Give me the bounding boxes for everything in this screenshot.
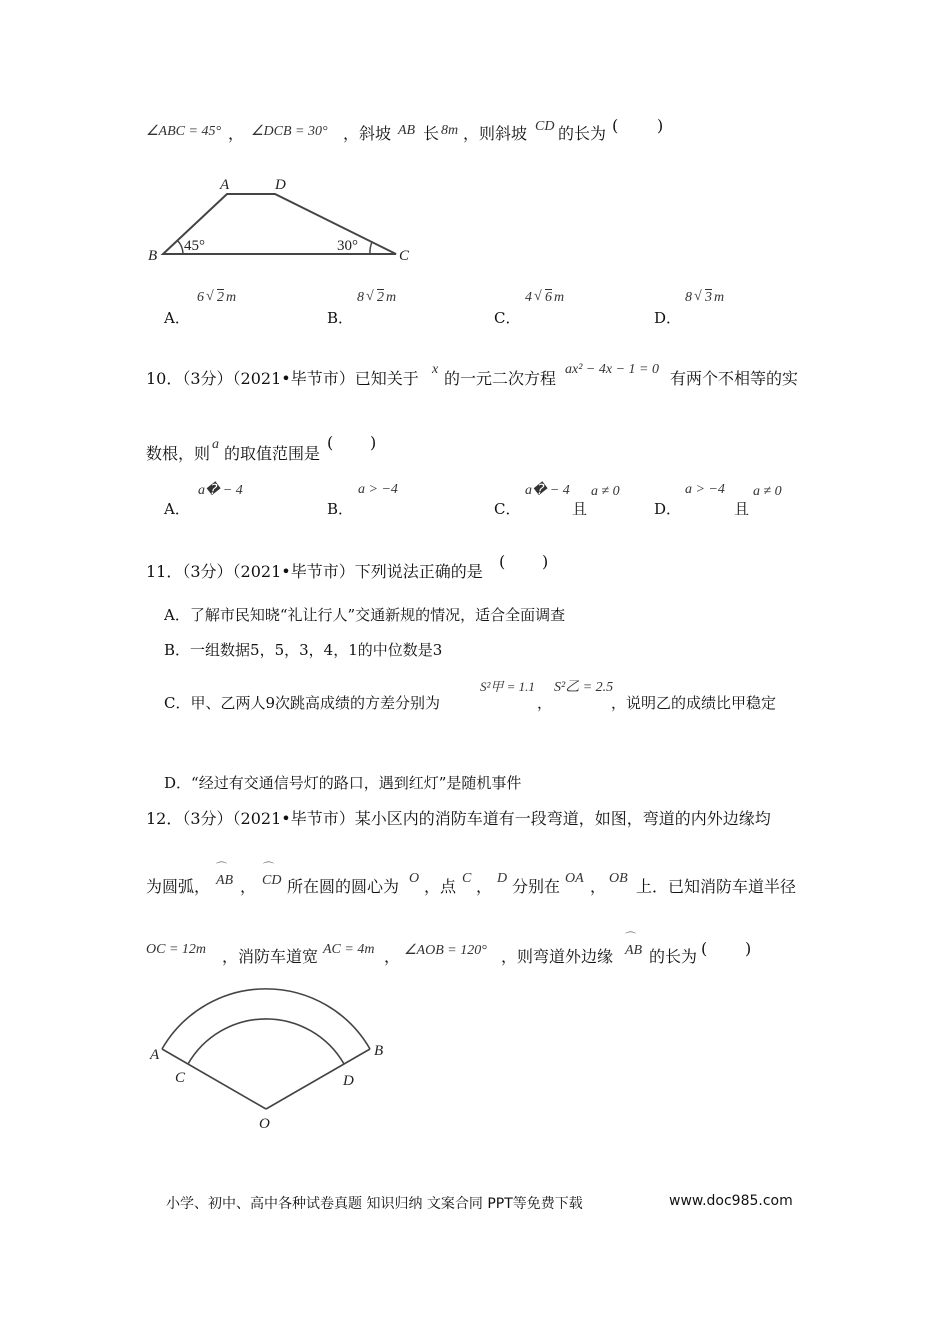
- option-expr: a > −4: [358, 482, 398, 497]
- option-letter: C．: [494, 500, 521, 518]
- option-coef: 8: [685, 290, 692, 305]
- option-radicand: 6: [545, 290, 552, 305]
- label-a: A: [150, 1047, 160, 1063]
- answer-paren-open: (: [327, 433, 334, 452]
- q12-line2-post: 上．已知消防车道半径: [636, 877, 797, 896]
- q12-line2: 为圆弧，: [146, 877, 211, 896]
- and-word: 且: [572, 500, 588, 518]
- q9-text: 的长为: [558, 124, 607, 143]
- q10-line1-post: 有两个不相等的实: [670, 369, 799, 388]
- arc-cd: CD: [262, 873, 282, 888]
- label-b: B: [374, 1043, 384, 1059]
- label-c: C: [175, 1070, 186, 1086]
- option-unit: m: [554, 290, 565, 305]
- q12-text: ，消防车道宽: [222, 947, 319, 966]
- option-expr: a� − 4: [525, 483, 570, 498]
- separator: ，: [240, 877, 257, 896]
- angle-c-arc: [370, 242, 372, 254]
- option-letter: B．: [327, 309, 354, 327]
- label-a: A: [220, 177, 230, 193]
- answer-paren-close: ): [370, 433, 377, 452]
- option-coef: 8: [357, 290, 364, 305]
- point-o: O: [409, 871, 420, 886]
- q10-line2: 数根，则: [146, 444, 211, 463]
- angle-aob: ∠AOB = 120°: [404, 943, 487, 958]
- option-c-conclusion: ，说明乙的成绩比甲稳定: [611, 694, 777, 712]
- trapezoid-figure: [140, 170, 420, 270]
- answer-paren-open: (: [612, 116, 619, 135]
- sqrt-icon: √: [366, 289, 374, 304]
- q10-line2-post: 的取值范围是: [224, 444, 321, 463]
- point-d: D: [497, 871, 508, 886]
- footer-text: 小学、初中、高中各种试卷真题 知识归纳 文案合同 PPT等免费下载: [166, 1196, 583, 1212]
- segment-oa: OA: [565, 871, 584, 886]
- var-a: a: [212, 437, 219, 452]
- option-letter: C．: [494, 309, 521, 327]
- segment-ob: OB: [609, 871, 628, 886]
- option-unit: m: [714, 290, 725, 305]
- variance-jia: S²甲 = 1.1: [480, 679, 535, 694]
- segment-ab: AB: [398, 123, 416, 138]
- separator: ，: [476, 877, 493, 896]
- answer-paren-open: (: [499, 552, 506, 571]
- option-radicand: 2: [377, 290, 384, 305]
- angle-abc: ∠ABC = 45°: [146, 124, 222, 139]
- q12-line3-post: ，则弯道外边缘: [501, 947, 614, 966]
- option-radicand: 2: [217, 290, 224, 305]
- q12-line2-mid: 所在圆的圆心为: [287, 877, 400, 896]
- road-bend-figure: [140, 985, 400, 1135]
- option-unit: m: [226, 290, 237, 305]
- separator: ，: [537, 694, 553, 712]
- option-extra: a ≠ 0: [591, 484, 620, 499]
- point-c: C: [462, 871, 472, 886]
- answer-paren-open: (: [701, 939, 708, 958]
- option-c-text: C．甲、乙两人9次跳高成绩的方差分别为: [164, 694, 441, 712]
- separator: ，: [590, 877, 607, 896]
- option-extra: a ≠ 0: [753, 484, 782, 499]
- option-expr: a > −4: [685, 482, 725, 497]
- label-o: O: [259, 1116, 270, 1132]
- sqrt-icon: √: [534, 289, 542, 304]
- option-a[interactable]: A．了解市民知晓“礼让行人”交通新规的情况，适合全面调查: [164, 606, 566, 624]
- length-value: 8m: [441, 123, 459, 138]
- arc-mark-icon: ⌒: [263, 861, 274, 874]
- q12-text: ，点: [424, 877, 457, 896]
- segment-cd: CD: [535, 119, 555, 134]
- answer-paren-close: ): [745, 939, 752, 958]
- arc-ab: AB: [625, 943, 643, 958]
- label-c: C: [399, 248, 410, 264]
- option-radicand: 3: [705, 290, 712, 305]
- sqrt-icon: √: [694, 289, 702, 304]
- option-b[interactable]: B．一组数据5，5，3，4，1的中位数是3: [164, 641, 443, 659]
- arc-mark-icon: ⌒: [625, 931, 636, 944]
- radius-oc: OC = 12m: [146, 942, 207, 957]
- and-word: 且: [734, 500, 750, 518]
- angle-b-value: 45°: [184, 238, 205, 254]
- q12-text: 的长为: [649, 947, 698, 966]
- option-coef: 4: [525, 290, 532, 305]
- option-letter: D．: [654, 500, 682, 518]
- q12-text: 分别在: [512, 877, 561, 896]
- variance-yi: S²乙 = 2.5: [554, 680, 614, 695]
- q10-line1: 10．（3分）（2021•毕节市）已知关于: [146, 369, 419, 388]
- label-d: D: [343, 1073, 354, 1089]
- inner-arc: [188, 1019, 344, 1064]
- answer-paren-close: ): [542, 552, 549, 571]
- angle-dcb: ∠DCB = 30°: [251, 124, 328, 139]
- option-letter: D．: [654, 309, 682, 327]
- separator: ，: [384, 947, 401, 966]
- option-coef: 6: [197, 290, 204, 305]
- q12-line1: 12．（3分）（2021•毕节市）某小区内的消防车道有一段弯道，如图，弯道的内外边缘均: [146, 809, 771, 828]
- angle-b-arc: [177, 240, 183, 254]
- width-ac: AC = 4m: [323, 942, 375, 957]
- q11-stem: 11．（3分）（2021•毕节市）下列说法正确的是: [146, 562, 483, 581]
- arc-mark-icon: ⌒: [216, 861, 227, 874]
- q10-line1-mid: 的一元二次方程: [444, 369, 557, 388]
- var-x: x: [432, 362, 439, 377]
- option-letter: A．: [164, 309, 190, 327]
- label-d: D: [275, 177, 286, 193]
- q9-text: 长: [423, 124, 440, 143]
- arc-ab: AB: [216, 873, 234, 888]
- separator: ，: [228, 124, 245, 143]
- radius-ob: [266, 1049, 370, 1109]
- option-expr: a� − 4: [198, 483, 243, 498]
- sqrt-icon: √: [206, 289, 214, 304]
- q9-text: ，则斜坡: [463, 124, 528, 143]
- q9-text: ，斜坡: [343, 124, 392, 143]
- angle-c-value: 30°: [337, 238, 358, 254]
- equation: ax² − 4x − 1 = 0: [565, 362, 659, 377]
- footer-url[interactable]: www.doc985.com: [669, 1193, 793, 1209]
- label-b: B: [148, 248, 158, 264]
- option-unit: m: [386, 290, 397, 305]
- option-letter: A．: [164, 500, 190, 518]
- option-d[interactable]: D．“经过有交通信号灯的路口，遇到红灯”是随机事件: [164, 774, 522, 792]
- answer-paren-close: ): [657, 116, 664, 135]
- option-letter: B．: [327, 500, 354, 518]
